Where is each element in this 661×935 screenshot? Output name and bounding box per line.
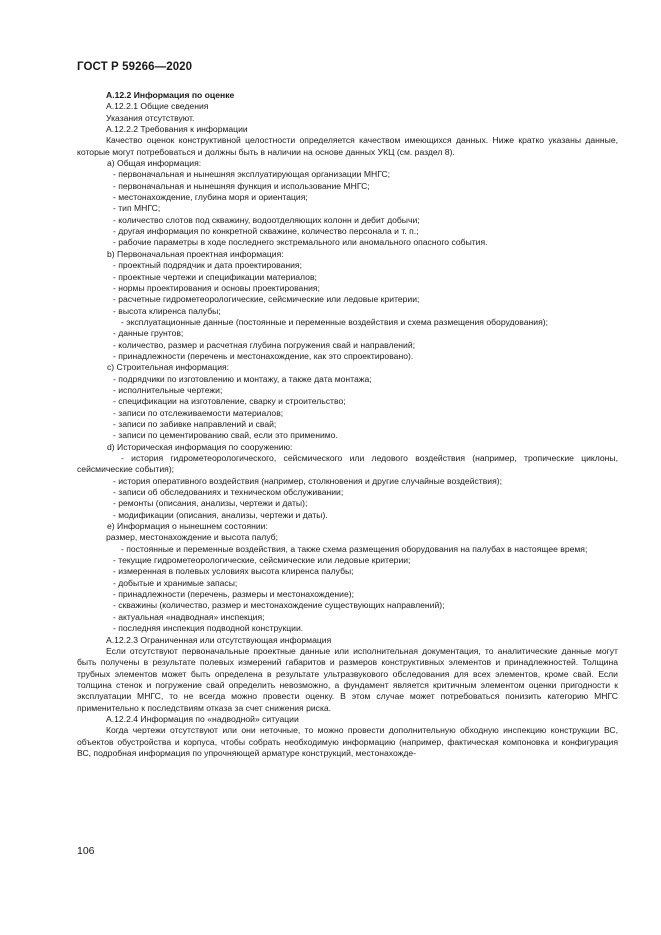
- paragraph: А.12.2.3 Ограниченная или отсутствующая информация: [106, 634, 332, 645]
- paragraph: Качество оценок конструктивной целостности определяется качеством имеющихся данных. Ниже кратко указаны данные, которые могут потребоваться и должны быть в наличии на основе данных УКЦ (см. раздел 8).: [77, 135, 618, 157]
- list-item: - подрядчики по изготовлению и монтажу, а также дата монтажа;: [113, 373, 372, 384]
- list-item: - записи по отслеживаемости материалов;: [113, 407, 284, 418]
- list-item: - принадлежности (перечень и местонахождение, как это спроектировано).: [113, 350, 414, 361]
- list-item: - принадлежности (перечень, размеры и местонахождение);: [113, 589, 354, 600]
- document-header: ГОСТ Р 59266—2020: [77, 61, 193, 73]
- list-item: - исполнительные чертежи;: [113, 384, 223, 395]
- list-item: - история оперативного воздействия (например, столкновения и другие случайные воздействия);: [113, 475, 503, 486]
- list-item: - тип МНГС;: [113, 203, 161, 214]
- list-item: - измеренная в полевых условиях высота клиренса палубы;: [113, 566, 354, 577]
- paragraph: А.12.2.1 Общие сведения: [106, 101, 209, 112]
- paragraph: размер, местонахождение и высота палуб;: [106, 532, 278, 543]
- list-item: - ремонты (описания, анализы, чертежи и даты);: [113, 498, 308, 509]
- list-item: - записи об обследованиях и техническом обслуживании;: [113, 487, 344, 498]
- list-item: - актуальная «надводная» инспекция;: [113, 611, 265, 622]
- list-item: - проектные чертежи и спецификации материалов;: [113, 271, 317, 282]
- list-item: - записи по забивке направлений и свай;: [113, 418, 277, 429]
- paragraph: e) Информация о нынешнем состоянии:: [107, 521, 268, 532]
- list-item: - история гидрометеорологического, сейсмического или ледового воздействия (например, тропические циклоны, сейсмические события);: [77, 453, 618, 475]
- list-item: - данные грунтов;: [113, 328, 184, 339]
- list-item: - скважины (количество, размер и местонахождение существующих направлений);: [113, 600, 445, 611]
- list-item: - расчетные гидрометеорологические, сейсмические или ледовые критерии;: [113, 294, 420, 305]
- document-body: [77, 90, 618, 759]
- list-item: - первоначальная и нынешняя функция и использование МНГС;: [113, 180, 370, 191]
- list-item: - последняя инспекция подводной конструкции.: [113, 623, 304, 634]
- paragraph: А.12.2.2 Требования к информации: [106, 124, 248, 135]
- paragraph: c) Строительная информация:: [107, 362, 230, 373]
- list-item: - текущие гидрометеорологические, сейсмические или ледовые критерии;: [113, 555, 411, 566]
- list-item: - постоянные и переменные воздействия, а также схема размещения оборудования на палубах в настоящее время;: [121, 543, 588, 554]
- list-item: - модификации (описания, анализы, чертежи и даты).: [113, 509, 328, 520]
- paragraph: a) Общая информация:: [107, 158, 202, 169]
- paragraph: b) Первоначальная проектная информация:: [107, 248, 284, 259]
- paragraph: Указания отсутствуют.: [106, 112, 195, 123]
- paragraph: d) Историческая информация по сооружению:: [107, 441, 293, 452]
- paragraph: А.12.2.4 Информация по «надводной» ситуации: [106, 713, 299, 724]
- list-item: - рабочие параметры в ходе последнего экстремального или аномального опасного события.: [113, 237, 488, 248]
- list-item: - высота клиренса палубы;: [113, 305, 221, 316]
- list-item: - записи по цементированию свай, если это применимо.: [113, 430, 338, 441]
- list-item: - спецификации на изготовление, сварку и строительство;: [113, 396, 346, 407]
- page-number: 106: [77, 845, 95, 857]
- paragraph: Когда чертежи отсутствуют или они неточные, то можно провести дополнительную обходную инспекцию конструкции ВС, объектов обустройства и корпуса, чтобы собрать необходимую информацию (например, фактическая компоновка и конфигурация ВС, подробная информация по упрочняющей арматуре конструкций, местонахожде-: [77, 725, 618, 758]
- list-item: - проектный подрядчик и дата проектирования;: [113, 260, 302, 271]
- list-item: - нормы проектирования и основы проектирования;: [113, 282, 320, 293]
- list-item: - количество, размер и расчетная глубина погружения свай и направлений;: [113, 339, 416, 350]
- list-item: - количество слотов под скважину, водоотделяющих колонн и дебит добычи;: [113, 214, 420, 225]
- list-item: - добытые и хранимые запасы;: [113, 577, 238, 588]
- list-item: - другая информация по конкретной скважине, количество персонала и т. п.;: [113, 226, 419, 237]
- list-item: - местонахождение, глубина моря и ориентация;: [113, 192, 308, 203]
- list-item: - первоначальная и нынешняя эксплуатирующая организации МНГС;: [113, 169, 391, 180]
- list-item: - эксплуатационные данные (постоянные и переменные воздействия и схема размещения оборудования);: [121, 316, 549, 327]
- paragraph: Если отсутствуют первоначальные проектные данные или исполнительная документация, то аналитические данные могут быть получены в результате полевых измерений габаритов и размеров конструктивных элементов и принадлежностей. Толщина трубных элементов может быть определена в результате ультразвукового обследования для всех элементов, кроме свай. Если толщина стенок и погружение свай определить невозможно, а фундамент является критичным элементом оценки пригодности к эксплуатации МНГС, то не всегда можно провести оценку. В этом случае может потребоваться понизить категорию МНГС применительно к последствиям отказа за счет снижения риска.: [77, 645, 618, 713]
- paragraph: А.12.2 Информация по оценке: [106, 90, 235, 100]
